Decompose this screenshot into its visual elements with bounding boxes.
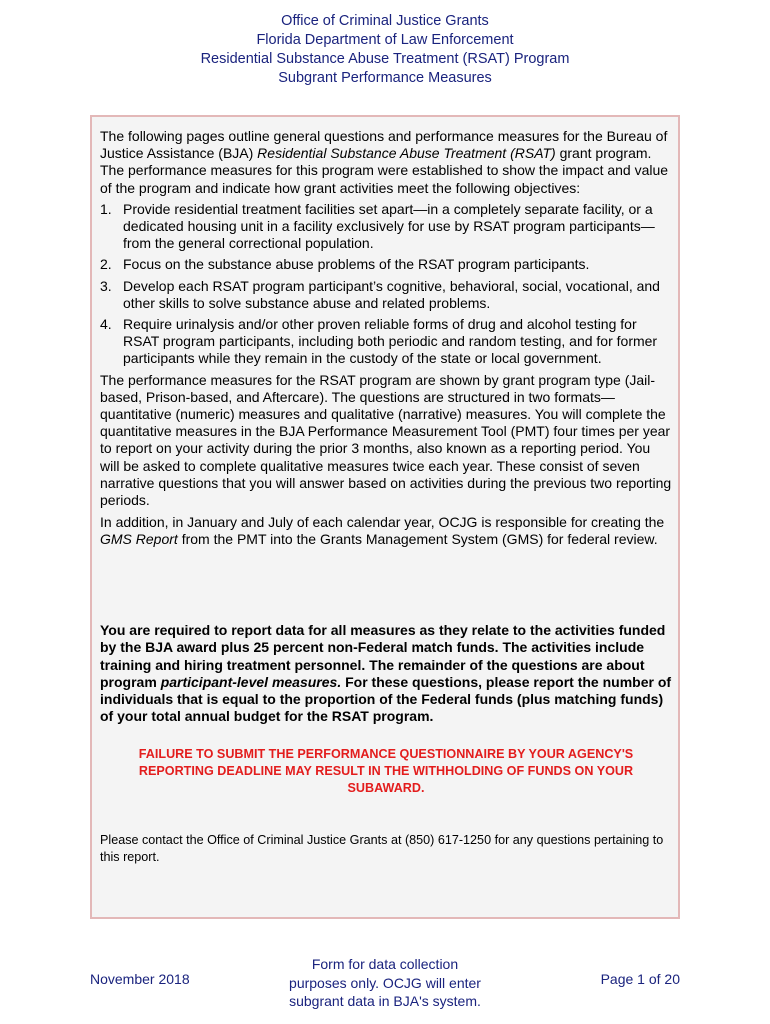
footer-note: Form for data collection purposes only. OCJG will enter subgrant data in BJA's system. [289, 956, 481, 1009]
list-item: 4. Require urinalysis and/or other proven reliable forms of drug and alcohol testing for RSAT program participants, including both periodic and random testing, and for former participants while they remain in the custody of the state or local government. [100, 316, 658, 367]
objectives-list [100, 201, 672, 368]
main-content [100, 128, 672, 549]
header-line-4: Subgrant Performance Measures [278, 70, 492, 86]
required-paragraph: You are required to report data for all measures as they relate to the activities funded by the BJA award plus 25 percent non-Federal match funds. The activities include training and hiring treatment personnel. The remainder of the questions are about program participant-level measures. For these questions, please report the number of individuals that is equal to the proportion of the Federal funds (plus matching funds) of your total annual budget for the RSAT program. [100, 622, 672, 725]
addition-paragraph: In addition, in January and July of each calendar year, OCJG is responsible for creating the GMS Report from the PMT into the Grants Management System (GMS) for federal review. [100, 514, 665, 548]
header-line-3: Residential Substance Abuse Treatment (RSAT) Program [200, 51, 570, 67]
header-line-1: Office of Criminal Justice Grants [281, 13, 489, 29]
document-header [0, 12, 770, 88]
contact-paragraph: Please contact the Office of Criminal Justice Grants at (850) 617-1250 for any questions pertaining to this report. [100, 833, 664, 864]
header-line-2: Florida Department of Law Enforcement [256, 32, 514, 48]
list-item: 1. Provide residential treatment facilities set apart—in a completely separate facility, or a dedicated housing unit in a facility exclusively for use by RSAT program participants—from the general correctional population. [100, 200, 655, 252]
intro-paragraph: The following pages outline general questions and performance measures for the Bureau of Justice Assistance (BJA) Residential Substance Abuse Treatment (RSAT) grant program. The performance measures for this program were established to show the impact and value of the program and indicate how grant activities meet the following objectives: [100, 128, 669, 196]
footer-page-number: Page 1 of 20 [600, 971, 680, 987]
failure-notice: FAILURE TO SUBMIT THE PERFORMANCE QUESTIONNAIRE BY YOUR AGENCY'S REPORTING DEADLINE MAY RESULT IN THE WITHHOLDING OF FUNDS ON YOUR SUBAWARD. [138, 747, 634, 795]
list-item: 2. Focus on the substance abuse problems of the RSAT program participants. [100, 256, 590, 273]
footer-date: November 2018 [90, 971, 190, 987]
performance-paragraph: The performance measures for the RSAT program are shown by grant program type (Jail-based, Prison-based, and Aftercare). The questions are structured in two formats—quantitative (numeric) measures and qualitative (narrative) measures. You will complete the quantitative measures in the BJA Performance Measurement Tool (PMT) four times per year to report on your activity during the prior 3 months, also known as a reporting period. You will be asked to complete qualitative measures twice each year. These consist of seven narrative questions that you will answer based on activities during the previous two reporting periods. [100, 371, 672, 509]
list-item: 3. Develop each RSAT program participant’s cognitive, behavioral, social, vocational, and other skills to solve substance abuse and related problems. [100, 277, 660, 311]
